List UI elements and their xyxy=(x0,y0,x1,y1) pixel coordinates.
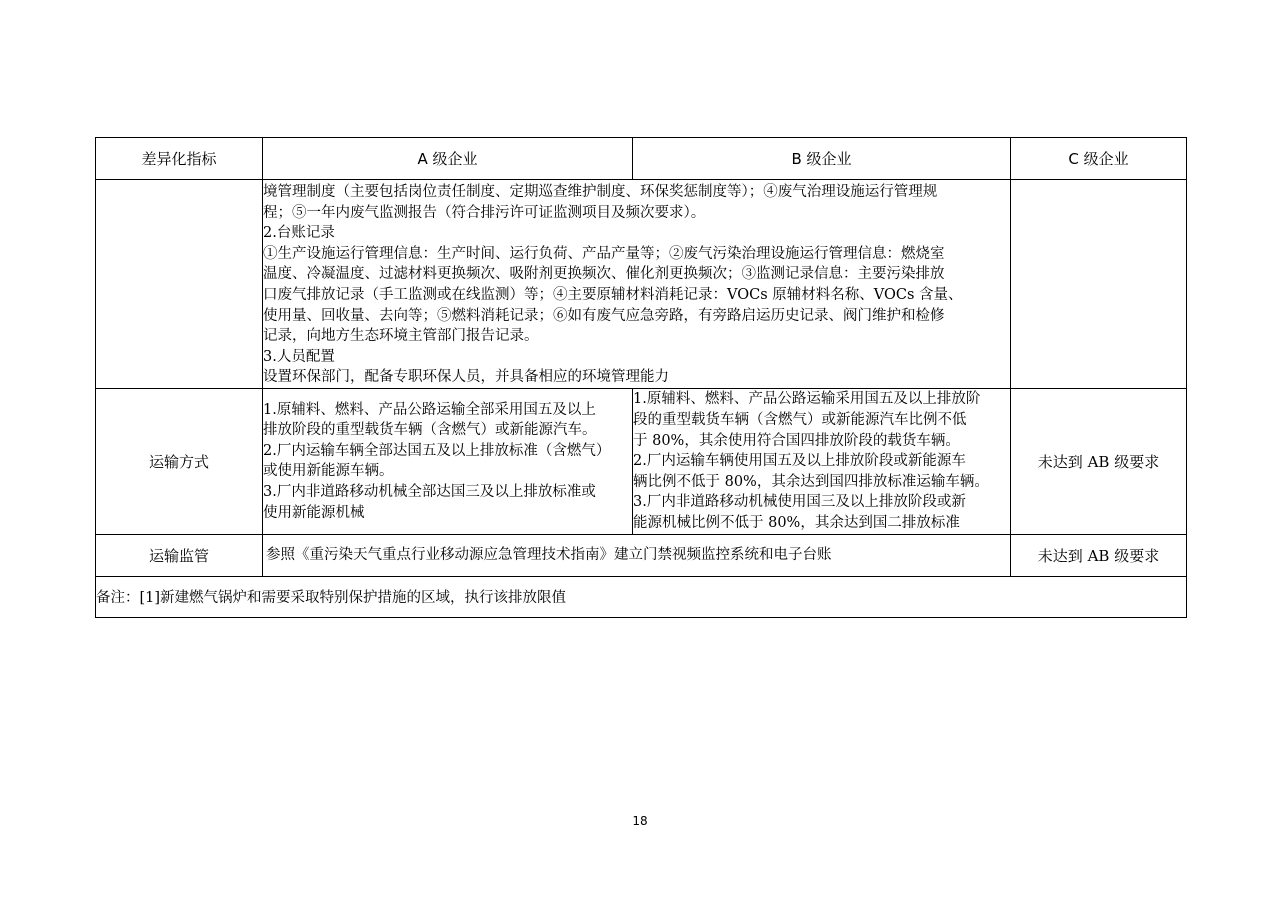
grade-c-cell-empty xyxy=(1011,180,1187,389)
transport-b-line: 段的重型载货车辆（含燃气）或新能源汽车比例不低 xyxy=(633,411,967,428)
transport-b-line: 2.厂内运输车辆使用国五及以上排放阶段或新能源车 xyxy=(633,453,966,470)
management-line: ①生产设施运行管理信息：生产时间、运行负荷、产品产量等；②废气污染治理设施运行管理信息：燃烧室 xyxy=(263,245,945,262)
transport-a-line: 使用新能源机械 xyxy=(263,504,365,521)
transport-a-line: 1.原辅料、燃料、产品公路运输全部采用国五及以上 xyxy=(263,401,596,418)
indicator-cell-empty xyxy=(96,180,263,389)
table-row-management xyxy=(96,180,1187,389)
header-grade-a: A 级企业 xyxy=(263,138,633,180)
header-indicator: 差异化指标 xyxy=(96,138,263,180)
management-line: 3.人员配置 xyxy=(263,348,335,365)
transport-a-line: 2.厂内运输车辆全部达国五及以上排放标准（含燃气） xyxy=(263,442,611,459)
indicator-transport-supervision: 运输监管 xyxy=(96,534,263,576)
transport-a-line: 3.厂内非道路移动机械全部达国三及以上排放标准或 xyxy=(263,484,596,501)
supervision-grade-c-cell: 未达到 AB 级要求 xyxy=(1011,534,1187,576)
management-line: 记录，向地方生态环境主管部门报告记录。 xyxy=(263,328,539,345)
indicator-transport-mode: 运输方式 xyxy=(96,388,263,534)
transport-b-line: 于 80%，其余使用符合国四排放阶段的载货车辆。 xyxy=(633,432,960,449)
supervision-grade-ab-cell: 参照《重污染天气重点行业移动源应急管理技术指南》建立门禁视频监控系统和电子台账 xyxy=(263,534,1011,576)
transport-b-line: 1.原辅料、燃料、产品公路运输采用国五及以上排放阶 xyxy=(633,391,981,408)
management-line: 设置环保部门，配备专职环保人员，并具备相应的环境管理能力 xyxy=(263,369,669,386)
management-line: 使用量、回收量、去向等；⑤燃料消耗记录；⑥如有废气应急旁路，有旁路启运历史记录、阀门维护和检修 xyxy=(263,307,945,324)
transport-b-line: 辆比例不低于 80%，其余达到国四排放标准运输车辆。 xyxy=(633,473,989,490)
transport-a-line: 或使用新能源车辆。 xyxy=(263,463,394,480)
emission-standards-table xyxy=(95,137,1187,618)
transport-b-line: 能源机械比例不低于 80%，其余达到国二排放标准 xyxy=(633,514,960,531)
table-header-row xyxy=(96,138,1187,180)
transport-grade-c-cell: 未达到 AB 级要求 xyxy=(1011,388,1187,534)
transport-b-line: 3.厂内非道路移动机械使用国三及以上排放阶段或新 xyxy=(633,494,966,511)
management-line: 程；⑤一年内废气监测报告（符合排污许可证监测项目及频次要求）。 xyxy=(263,204,706,221)
management-line: 2.台账记录 xyxy=(263,225,335,242)
table-note: 备注：[1]新建燃气锅炉和需要采取特别保护措施的区域，执行该排放限值 xyxy=(96,576,1187,617)
management-line: 温度、冷凝温度、过滤材料更换频次、吸附剂更换频次、催化剂更换频次；③监测记录信息：主要污染排放 xyxy=(263,266,945,283)
management-line: 境管理制度（主要包括岗位责任制度、定期巡查维护制度、环保奖惩制度等）；④废气治理设施运行管理规 xyxy=(263,184,938,200)
table-row-note xyxy=(96,576,1187,617)
page-number: 18 xyxy=(632,814,648,828)
management-requirements-cell xyxy=(263,180,1011,389)
transport-grade-a-cell xyxy=(263,388,633,534)
management-line: 口废气排放记录（手工监测或在线监测）等；④主要原辅材料消耗记录：VOCs 原辅材料名称、VOCs 含量、 xyxy=(263,286,963,303)
transport-a-line: 排放阶段的重型载货车辆（含燃气）或新能源汽车。 xyxy=(263,422,597,439)
table-row-supervision xyxy=(96,534,1187,576)
transport-grade-b-cell xyxy=(633,388,1011,534)
table-row-transport xyxy=(96,388,1187,534)
header-grade-c: C 级企业 xyxy=(1011,138,1187,180)
header-grade-b: B 级企业 xyxy=(633,138,1011,180)
